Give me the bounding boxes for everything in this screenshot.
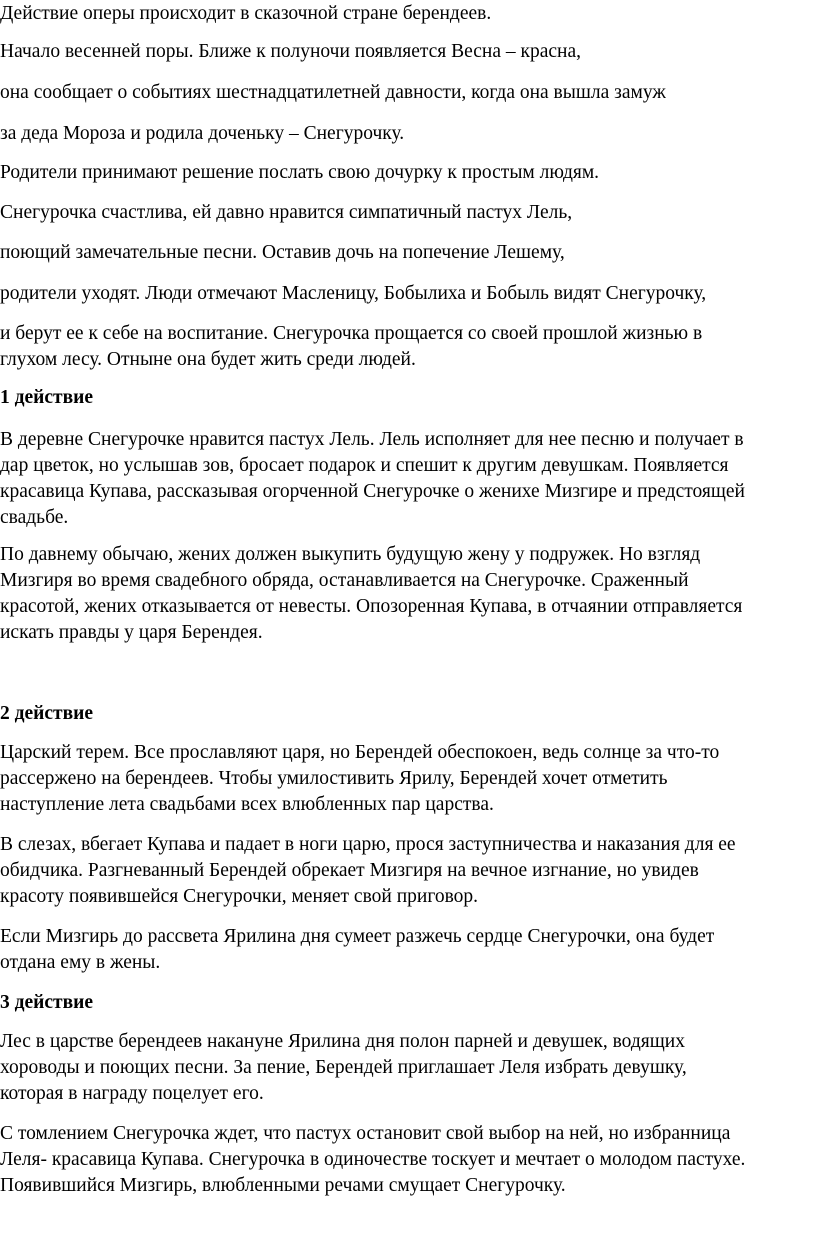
text-line: искать правды у царя Берендея. bbox=[0, 622, 263, 643]
text-line: дар цветок, но услышав зов, бросает подарок и спешит к другим девушкам. Появляется bbox=[0, 455, 729, 476]
act3-heading: 3 действие bbox=[0, 992, 94, 1013]
text-line: хороводы и поющих песни. За пение, Берендей приглашает Леля избрать девушку, bbox=[0, 1057, 687, 1078]
act2-paragraph-2 bbox=[0, 832, 814, 910]
text-line: отдана ему в жены. bbox=[0, 952, 161, 973]
text-line: Леля- красавица Купава. Снегурочка в одиночестве тоскует и мечтает о молодом пастухе. bbox=[0, 1149, 746, 1170]
act3-paragraph-1 bbox=[0, 1029, 814, 1107]
text-line: Мизгиря во время свадебного обряда, останавливается на Снегурочке. Сраженный bbox=[0, 570, 689, 591]
act1-heading: 1 действие bbox=[0, 387, 94, 408]
text-line: В деревне Снегурочке нравится пастух Лель. Лель исполняет для нее песню и получает в bbox=[0, 429, 744, 450]
intro-line-4: за деда Мороза и родила доченьку – Снегурочку. bbox=[0, 123, 405, 144]
intro-line-5: Родители принимают решение послать свою дочурку к простым людям. bbox=[0, 162, 600, 183]
text-line: красавица Купава, рассказывая огорченной Снегурочке о женихе Мизгире и предстоящей bbox=[0, 481, 745, 502]
text-line: глухом лесу. Отныне она будет жить среди людей. bbox=[0, 349, 416, 370]
text-line: Появившийся Мизгирь, влюбленными речами смущает Снегурочку. bbox=[0, 1175, 566, 1196]
act1-paragraph-1 bbox=[0, 427, 814, 531]
intro-line-3: она сообщает о событиях шестнадцатилетней давности, когда она вышла замуж bbox=[0, 82, 666, 103]
text-line: В слезах, вбегает Купава и падает в ноги царю, прося заступничества и наказания для ее bbox=[0, 834, 736, 855]
text-line: Царский терем. Все прославляют царя, но Берендей обеспокоен, ведь солнце за что-то bbox=[0, 742, 720, 763]
text-line: красоту появившейся Снегурочки, меняет свой приговор. bbox=[0, 886, 479, 907]
intro-line-6: Снегурочка счастлива, ей давно нравится симпатичный пастух Лель, bbox=[0, 202, 573, 223]
text-line: свадьбе. bbox=[0, 507, 69, 528]
intro-line-1: Действие оперы происходит в сказочной стране берендеев. bbox=[0, 3, 492, 24]
text-line: рассержено на берендеев. Чтобы умилостивить Ярилу, Берендей хочет отметить bbox=[0, 768, 668, 789]
act1-paragraph-2 bbox=[0, 542, 814, 646]
text-line: обидчика. Разгневанный Берендей обрекает Мизгиря на вечное изгнание, но увидев bbox=[0, 860, 699, 881]
text-line: красотой, жених отказывается от невесты. Опозоренная Купава, в отчаянии отправляется bbox=[0, 596, 743, 617]
act2-paragraph-1 bbox=[0, 740, 814, 818]
intro-line-8: родители уходят. Люди отмечают Масленицу, Бобылиха и Бобыль видят Снегурочку, bbox=[0, 283, 707, 304]
act2-heading: 2 действие bbox=[0, 703, 94, 724]
text-line: которая в награду поцелует его. bbox=[0, 1083, 264, 1104]
intro-paragraph-9 bbox=[0, 321, 814, 373]
intro-line-7: поющий замечательные песни. Оставив дочь на попечение Лешему, bbox=[0, 242, 565, 263]
act2-paragraph-3 bbox=[0, 924, 814, 976]
text-line: наступление лета свадьбами всех влюбленных пар царства. bbox=[0, 794, 494, 815]
text-line: Если Мизгирь до рассвета Ярилина дня сумеет разжечь сердце Снегурочки, она будет bbox=[0, 926, 715, 947]
text-line: С томлением Снегурочка ждет, что пастух остановит свой выбор на ней, но избранница bbox=[0, 1123, 731, 1144]
text-line: Лес в царстве берендеев накануне Ярилина дня полон парней и девушек, водящих bbox=[0, 1031, 685, 1052]
intro-line-2: Начало весенней поры. Ближе к полуночи появляется Весна – красна, bbox=[0, 41, 582, 62]
text-line: и берут ее к себе на воспитание. Снегурочка прощается со своей прошлой жизнью в bbox=[0, 323, 703, 344]
text-line: По давнему обычаю, жених должен выкупить будущую жену у подружек. Но взгляд bbox=[0, 544, 701, 565]
act3-paragraph-2 bbox=[0, 1121, 814, 1199]
